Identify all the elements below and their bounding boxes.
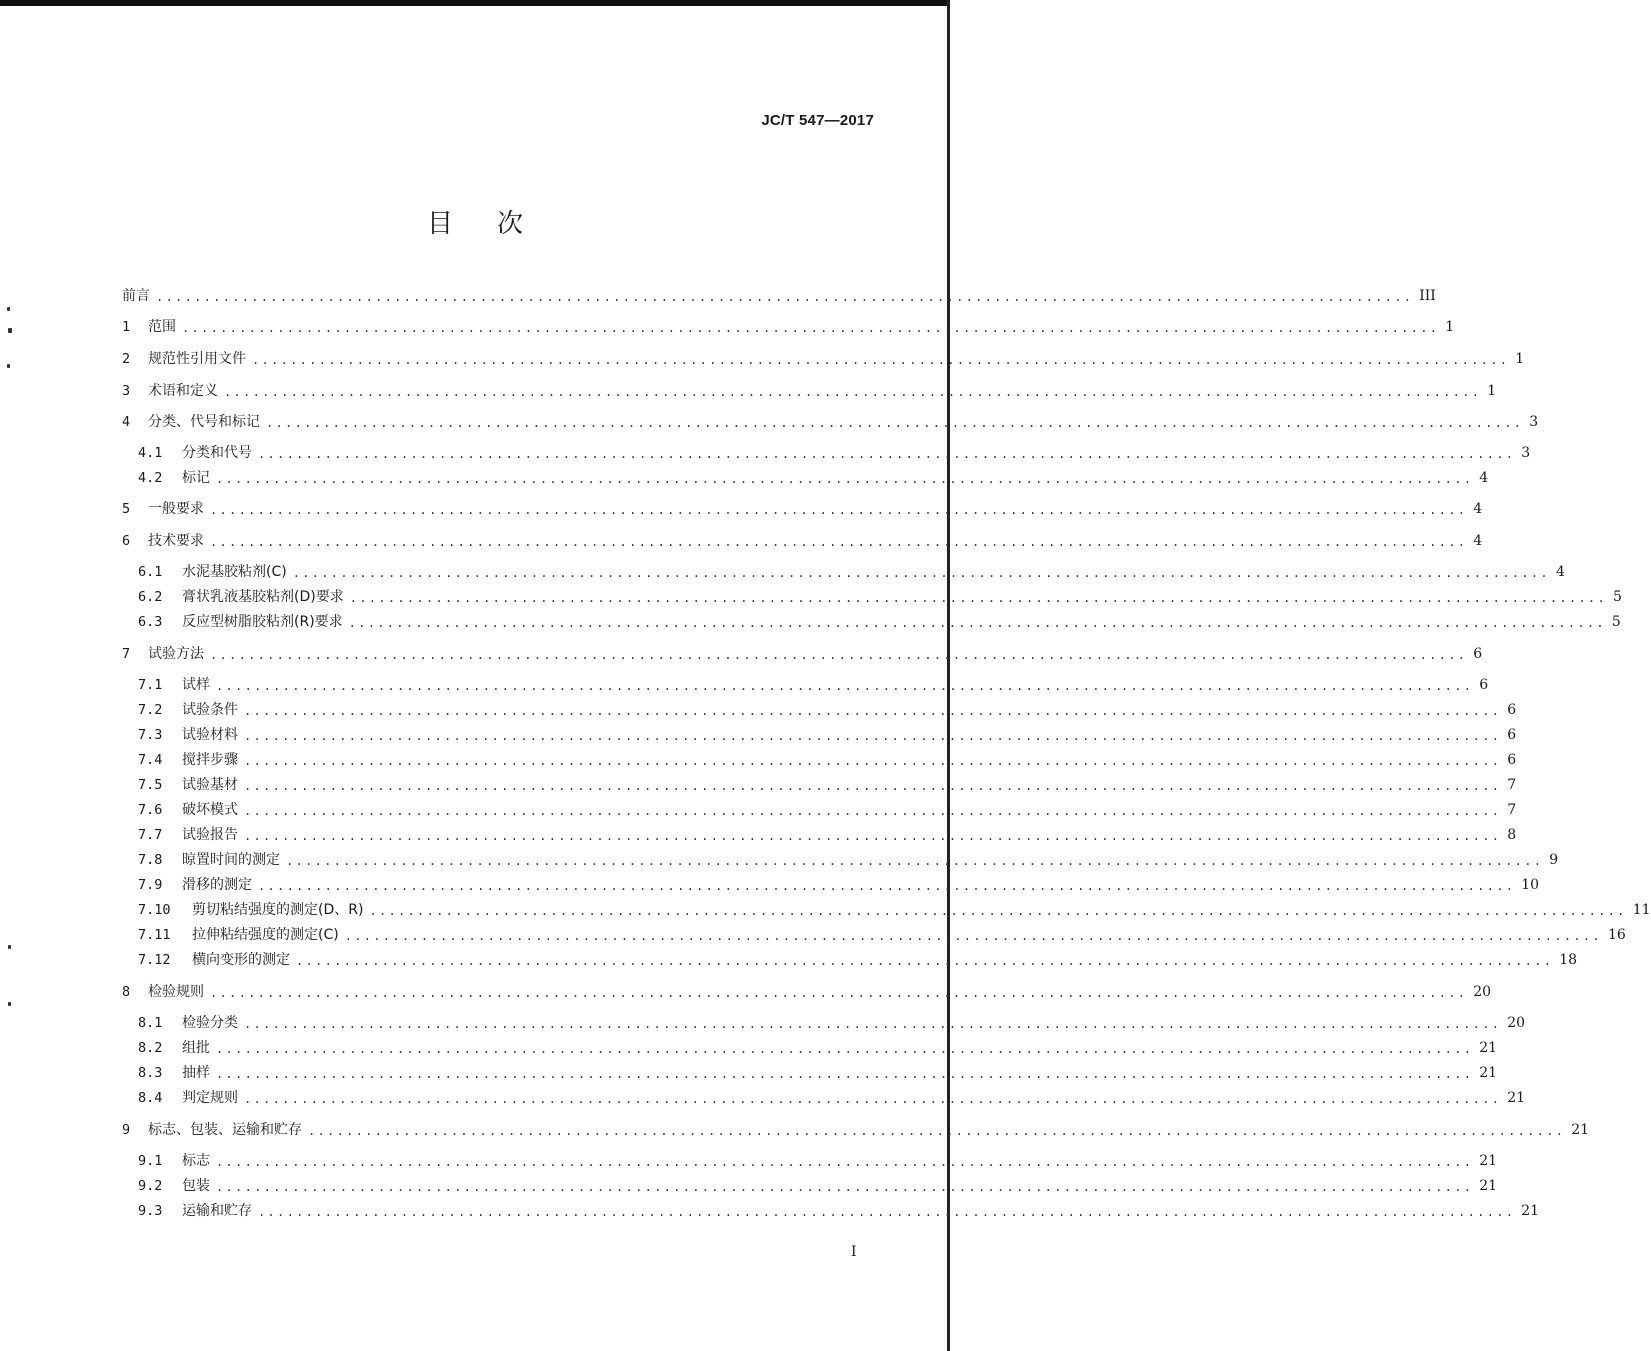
toc-entry-page: 1 bbox=[1515, 351, 1525, 367]
toc-entry-number: 4.2 bbox=[138, 470, 163, 486]
toc-leader-dots: .................................................................................................................................... bbox=[292, 566, 1550, 580]
toc-entry-9[interactable] bbox=[122, 1119, 1590, 1141]
toc-entry-number: 7.2 bbox=[138, 702, 163, 718]
toc-entry-label: 反应型树脂胶粘剂(R)要求 bbox=[182, 614, 343, 630]
toc-entry-number: 2 bbox=[122, 351, 131, 367]
toc-entry-number: 7.10 bbox=[138, 902, 171, 918]
toc-leader-dots: .................................................................................................................................... bbox=[252, 353, 1510, 367]
toc-entry-number: 6 bbox=[122, 533, 131, 549]
toc-entry-label: 术语和定义 bbox=[148, 383, 218, 399]
page-title: 目次 bbox=[426, 209, 567, 239]
toc-entry-page: 21 bbox=[1479, 1065, 1498, 1081]
toc-entry-label: 前言 bbox=[122, 288, 150, 304]
scan-speck bbox=[8, 945, 11, 949]
toc-entry-number: 9.1 bbox=[138, 1153, 163, 1169]
toc-entry-number: 4 bbox=[122, 414, 131, 430]
toc-entry-2[interactable] bbox=[122, 348, 1525, 370]
toc-entry-page: 3 bbox=[1521, 445, 1531, 461]
toc-entry-label: 试验报告 bbox=[182, 827, 238, 843]
toc-entry-page: 11 bbox=[1632, 902, 1651, 918]
toc-entry-foreword[interactable] bbox=[122, 285, 1436, 307]
toc-leader-dots: .................................................................................................................................... bbox=[216, 1042, 1474, 1056]
toc-entry-label: 包装 bbox=[182, 1178, 210, 1194]
toc-entry-page: 20 bbox=[1507, 1015, 1526, 1031]
toc-entry-6-2[interactable] bbox=[138, 586, 1622, 608]
toc-entry-8-4[interactable] bbox=[138, 1087, 1526, 1109]
toc-entry-page: 6 bbox=[1473, 646, 1483, 662]
toc-entry-6-1[interactable] bbox=[138, 561, 1565, 583]
toc-entry-label: 技术要求 bbox=[148, 533, 204, 549]
toc-entry-8-1[interactable] bbox=[138, 1012, 1526, 1034]
toc-entry-label: 标志 bbox=[182, 1153, 210, 1169]
toc-entry-label: 搅拌步骤 bbox=[182, 752, 238, 768]
toc-entry-page: 4 bbox=[1473, 533, 1483, 549]
toc-entry-page: 21 bbox=[1571, 1122, 1590, 1138]
toc-entry-4[interactable] bbox=[122, 411, 1539, 433]
toc-entry-7-9[interactable] bbox=[138, 874, 1540, 896]
toc-entry-3[interactable] bbox=[122, 380, 1497, 402]
toc-entry-page: 10 bbox=[1521, 877, 1540, 893]
toc-entry-label: 破坏模式 bbox=[182, 802, 238, 818]
toc-leader-dots: .................................................................................................................................... bbox=[349, 591, 1607, 605]
toc-entry-label: 分类和代号 bbox=[182, 445, 252, 461]
toc-entry-number: 8 bbox=[122, 984, 131, 1000]
toc-leader-dots: .................................................................................................................................... bbox=[266, 416, 1524, 430]
footer-page-number: I bbox=[851, 1244, 857, 1260]
toc-entry-label: 判定规则 bbox=[182, 1090, 238, 1106]
toc-entry-number: 6.3 bbox=[138, 614, 163, 630]
toc-entry-number: 8.2 bbox=[138, 1040, 163, 1056]
toc-entry-label: 试样 bbox=[182, 677, 210, 693]
toc-leader-dots: .................................................................................................................................... bbox=[369, 904, 1627, 918]
toc-entry-7[interactable] bbox=[122, 643, 1483, 665]
toc-entry-label: 试验基材 bbox=[182, 777, 238, 793]
toc-entry-8-2[interactable] bbox=[138, 1037, 1498, 1059]
toc-entry-page: 6 bbox=[1507, 727, 1517, 743]
scan-top-border bbox=[0, 0, 950, 6]
toc-leader-dots: .................................................................................................................................... bbox=[224, 385, 1482, 399]
toc-leader-dots: .................................................................................................................................... bbox=[244, 829, 1502, 843]
toc-leader-dots: .................................................................................................................................... bbox=[286, 854, 1544, 868]
toc-entry-7-1[interactable] bbox=[138, 674, 1489, 696]
toc-entry-page: 1 bbox=[1487, 383, 1497, 399]
toc-entry-number: 6.1 bbox=[138, 564, 163, 580]
toc-entry-number: 8.3 bbox=[138, 1065, 163, 1081]
toc-entry-label: 水泥基胶粘剂(C) bbox=[182, 564, 287, 580]
toc-entry-label: 拉伸粘结强度的测定(C) bbox=[192, 927, 339, 943]
toc-leader-dots: .................................................................................................................................... bbox=[258, 447, 1516, 461]
toc-entry-number: 9.3 bbox=[138, 1203, 163, 1219]
toc-leader-dots: .................................................................................................................................... bbox=[216, 1180, 1474, 1194]
toc-leader-dots: .................................................................................................................................... bbox=[244, 729, 1502, 743]
toc-entry-label: 横向变形的测定 bbox=[192, 952, 290, 968]
toc-entry-page: 4 bbox=[1555, 564, 1565, 580]
toc-entry-number: 7.8 bbox=[138, 852, 163, 868]
toc-entry-page: 9 bbox=[1549, 852, 1559, 868]
toc-entry-9-2[interactable] bbox=[138, 1175, 1498, 1197]
toc-entry-page: 20 bbox=[1473, 984, 1492, 1000]
toc-entry-number: 9.2 bbox=[138, 1178, 163, 1194]
toc-entry-9-3[interactable] bbox=[138, 1200, 1540, 1222]
toc-entry-page: 3 bbox=[1529, 414, 1539, 430]
toc-entry-number: 7.12 bbox=[138, 952, 171, 968]
toc-entry-7-8[interactable] bbox=[138, 849, 1559, 871]
document-code: JC/T 547—2017 bbox=[761, 112, 874, 129]
toc-leader-dots: .................................................................................................................................... bbox=[210, 503, 1468, 517]
toc-entry-page: III bbox=[1419, 288, 1436, 304]
toc-leader-dots: .................................................................................................................................... bbox=[216, 1155, 1474, 1169]
toc-entry-number: 7.1 bbox=[138, 677, 163, 693]
toc-entry-label: 试验材料 bbox=[182, 727, 238, 743]
toc-entry-number: 7.7 bbox=[138, 827, 163, 843]
toc-entry-label: 试验条件 bbox=[182, 702, 238, 718]
toc-entry-7-6[interactable] bbox=[138, 799, 1517, 821]
toc-entry-9-1[interactable] bbox=[138, 1150, 1498, 1172]
scan-speck bbox=[8, 328, 12, 333]
toc-entry-page: 4 bbox=[1479, 470, 1489, 486]
toc-entry-page: 21 bbox=[1479, 1153, 1498, 1169]
toc-entry-page: 16 bbox=[1607, 927, 1626, 943]
toc-leader-dots: .................................................................................................................................... bbox=[244, 704, 1502, 718]
toc-leader-dots: .................................................................................................................................... bbox=[344, 929, 1602, 943]
toc-entry-7-10[interactable] bbox=[138, 899, 1651, 921]
toc-entry-page: 8 bbox=[1507, 827, 1517, 843]
toc-entry-label: 标志、包装、运输和贮存 bbox=[148, 1122, 302, 1138]
toc-entry-page: 21 bbox=[1521, 1203, 1540, 1219]
toc-entry-label: 晾置时间的测定 bbox=[182, 852, 280, 868]
scan-speck bbox=[7, 307, 10, 311]
toc-entry-6-3[interactable] bbox=[138, 611, 1621, 633]
toc-entry-label: 膏状乳液基胶粘剂(D)要求 bbox=[182, 589, 344, 605]
toc-entry-label: 抽样 bbox=[182, 1065, 210, 1081]
toc-entry-page: 21 bbox=[1479, 1178, 1498, 1194]
toc-entry-number: 5 bbox=[122, 501, 131, 517]
toc-entry-number: 4.1 bbox=[138, 445, 163, 461]
scan-speck bbox=[7, 364, 10, 368]
toc-entry-label: 试验方法 bbox=[148, 646, 204, 662]
toc-entry-7-2[interactable] bbox=[138, 699, 1517, 721]
toc-entry-number: 7.5 bbox=[138, 777, 163, 793]
toc-entry-label: 检验分类 bbox=[182, 1015, 238, 1031]
toc-entry-7-7[interactable] bbox=[138, 824, 1517, 846]
toc-leader-dots: .................................................................................................................................... bbox=[296, 954, 1554, 968]
toc-entry-label: 一般要求 bbox=[148, 501, 204, 517]
toc-entry-number: 7.6 bbox=[138, 802, 163, 818]
toc-leader-dots: .................................................................................................................................... bbox=[210, 648, 1468, 662]
toc-entry-label: 分类、代号和标记 bbox=[148, 414, 260, 430]
toc-entry-page: 6 bbox=[1507, 752, 1517, 768]
toc-entry-7-3[interactable] bbox=[138, 724, 1517, 746]
toc-entry-number: 8.1 bbox=[138, 1015, 163, 1031]
toc-leader-dots: .................................................................................................................................... bbox=[258, 1205, 1516, 1219]
toc-entry-number: 7.4 bbox=[138, 752, 163, 768]
toc-entry-number: 3 bbox=[122, 383, 131, 399]
toc-entry-number: 9 bbox=[122, 1122, 131, 1138]
toc-entry-page: 18 bbox=[1559, 952, 1578, 968]
toc-entry-5[interactable] bbox=[122, 498, 1483, 520]
toc-entry-number: 6.2 bbox=[138, 589, 163, 605]
toc-entry-number: 7.3 bbox=[138, 727, 163, 743]
toc-entry-page: 21 bbox=[1479, 1040, 1498, 1056]
toc-entry-page: 21 bbox=[1507, 1090, 1526, 1106]
toc-entry-number: 7.11 bbox=[138, 927, 171, 943]
toc-entry-6[interactable] bbox=[122, 530, 1483, 552]
toc-entry-4-1[interactable] bbox=[138, 442, 1531, 464]
toc-leader-dots: .................................................................................................................................... bbox=[244, 1017, 1502, 1031]
toc-entry-8-3[interactable] bbox=[138, 1062, 1498, 1084]
toc-leader-dots: .................................................................................................................................... bbox=[244, 779, 1502, 793]
toc-entry-number: 8.4 bbox=[138, 1090, 163, 1106]
toc-entry-page: 1 bbox=[1445, 319, 1455, 335]
toc-entry-7-5[interactable] bbox=[138, 774, 1517, 796]
toc-entry-7-4[interactable] bbox=[138, 749, 1517, 771]
toc-leader-dots: .................................................................................................................................... bbox=[348, 616, 1606, 630]
toc-entry-page: 5 bbox=[1612, 589, 1622, 605]
toc-entry-label: 标记 bbox=[182, 470, 210, 486]
toc-entry-label: 组批 bbox=[182, 1040, 210, 1056]
toc-entry-label: 滑移的测定 bbox=[182, 877, 252, 893]
toc-leader-dots: .................................................................................................................................... bbox=[216, 679, 1474, 693]
toc-entry-1[interactable] bbox=[122, 316, 1455, 338]
toc-entry-label: 范围 bbox=[148, 319, 176, 335]
toc-entry-page: 6 bbox=[1507, 702, 1517, 718]
toc-leader-dots: .................................................................................................................................... bbox=[258, 879, 1516, 893]
toc-entry-7-12[interactable] bbox=[138, 949, 1578, 971]
toc-entry-number: 1 bbox=[122, 319, 131, 335]
toc-entry-page: 7 bbox=[1507, 777, 1517, 793]
toc-entry-7-11[interactable] bbox=[138, 924, 1626, 946]
toc-leader-dots: .................................................................................................................................... bbox=[244, 754, 1502, 768]
toc-entry-label: 运输和贮存 bbox=[182, 1203, 252, 1219]
toc-leader-dots: .................................................................................................................................... bbox=[210, 535, 1468, 549]
toc-entry-8[interactable] bbox=[122, 981, 1492, 1003]
toc-entry-4-2[interactable] bbox=[138, 467, 1489, 489]
toc-entry-page: 7 bbox=[1507, 802, 1517, 818]
toc-leader-dots: .................................................................................................................................... bbox=[308, 1124, 1566, 1138]
toc-leader-dots: .................................................................................................................................... bbox=[244, 804, 1502, 818]
toc-entry-label: 规范性引用文件 bbox=[148, 351, 246, 367]
toc-leader-dots: .................................................................................................................................... bbox=[216, 1067, 1474, 1081]
toc-entry-label: 检验规则 bbox=[148, 984, 204, 1000]
toc-entry-page: 6 bbox=[1479, 677, 1489, 693]
scan-speck bbox=[8, 1002, 11, 1006]
toc-leader-dots: .................................................................................................................................... bbox=[244, 1092, 1502, 1106]
toc-leader-dots: .................................................................................................................................... bbox=[210, 986, 1468, 1000]
toc-entry-page: 4 bbox=[1473, 501, 1483, 517]
toc-entry-number: 7.9 bbox=[138, 877, 163, 893]
toc-leader-dots: .................................................................................................................................... bbox=[182, 321, 1440, 335]
toc-leader-dots: .................................................................................................................................... bbox=[156, 290, 1414, 304]
toc-entry-page: 5 bbox=[1611, 614, 1621, 630]
toc-leader-dots: .................................................................................................................................... bbox=[216, 472, 1474, 486]
toc-entry-label: 剪切粘结强度的测定(D、R) bbox=[192, 902, 364, 918]
toc-entry-number: 7 bbox=[122, 646, 131, 662]
